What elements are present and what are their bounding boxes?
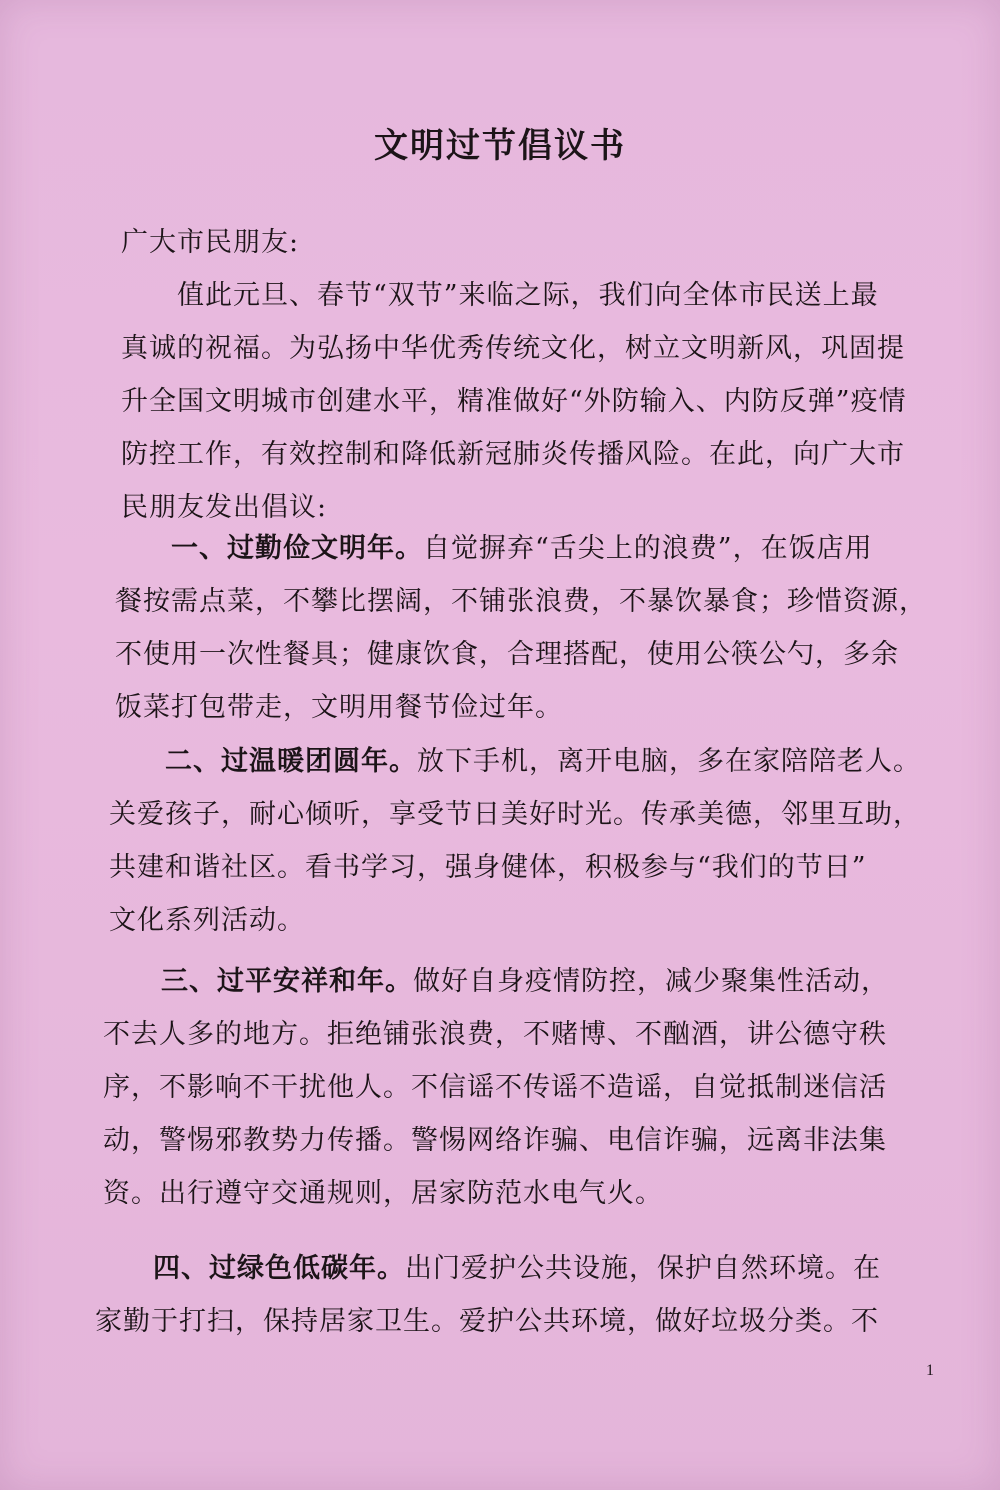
greeting: 广大市民朋友: <box>121 227 300 258</box>
section-line: 共建和谐社区。看书学习，强身健体，积极参与“我们的节日” <box>109 852 867 883</box>
section-first-line <box>103 955 889 1008</box>
section-3 <box>103 955 889 1220</box>
section-heading: 二、过温暖团圆年。 <box>165 746 417 777</box>
section-line: 饭菜打包带走，文明用餐节俭过年。 <box>115 692 563 723</box>
section-text: 自觉摒弃“舌尖上的浪费”，在饭店用 <box>423 533 873 564</box>
section-line: 关爱孩子，耐心倾听，享受节日美好时光。传承美德，邻里互助， <box>109 799 921 830</box>
section-line: 餐按需点菜，不攀比摆阔，不铺张浪费，不暴饮暴食；珍惜资源， <box>115 586 927 617</box>
intro-line: 民朋友发出倡议: <box>121 492 328 523</box>
intro-line: 升全国文明城市创建水平，精准做好“外防输入、内防反弹”疫情 <box>121 386 907 417</box>
section-heading: 一、过勤俭文明年。 <box>171 533 423 564</box>
section-line: 动，警惕邪教势力传播。警惕网络诈骗、电信诈骗，远离非法集 <box>103 1125 887 1156</box>
section-line: 不使用一次性餐具；健康饮食，合理搭配，使用公筷公勺，多余 <box>115 639 899 670</box>
section-line: 文化系列活动。 <box>109 905 305 936</box>
section-first-line <box>115 522 927 575</box>
intro-line: 防控工作，有效控制和降低新冠肺炎传播风险。在此，向广大市 <box>121 439 905 470</box>
section-heading: 三、过平安祥和年。 <box>161 966 413 997</box>
document-title: 文明过节倡议书 <box>374 126 626 166</box>
section-line: 序，不影响不干扰他人。不信谣不传谣不造谣，自觉抵制迷信活 <box>103 1072 887 1103</box>
section-1 <box>115 522 927 734</box>
intro-line: 真诚的祝福。为弘扬中华优秀传统文化，树立文明新风，巩固提 <box>121 333 905 364</box>
section-text: 做好自身疫情防控，减少聚集性活动， <box>413 966 889 997</box>
section-line: 家勤于打扫，保持居家卫生。爱护公共环境，做好垃圾分类。不 <box>95 1306 879 1337</box>
section-2 <box>109 735 921 947</box>
intro-block <box>121 216 907 534</box>
section-4 <box>95 1242 881 1348</box>
intro-line: 值此元旦、春节“双节”来临之际，我们向全体市民送上最 <box>177 280 879 311</box>
section-line: 不去人多的地方。拒绝铺张浪费，不赌博、不酗酒，讲公德守秩 <box>103 1019 887 1050</box>
section-first-line <box>95 1242 881 1295</box>
section-text: 出门爱护公共设施，保护自然环境。在 <box>405 1253 881 1284</box>
page-number: 1 <box>926 1362 934 1379</box>
section-line: 资。出行遵守交通规则，居家防范水电气火。 <box>103 1178 663 1209</box>
section-text: 放下手机，离开电脑，多在家陪陪老人。 <box>417 746 921 777</box>
section-first-line <box>109 735 921 788</box>
section-heading: 四、过绿色低碳年。 <box>153 1253 405 1284</box>
